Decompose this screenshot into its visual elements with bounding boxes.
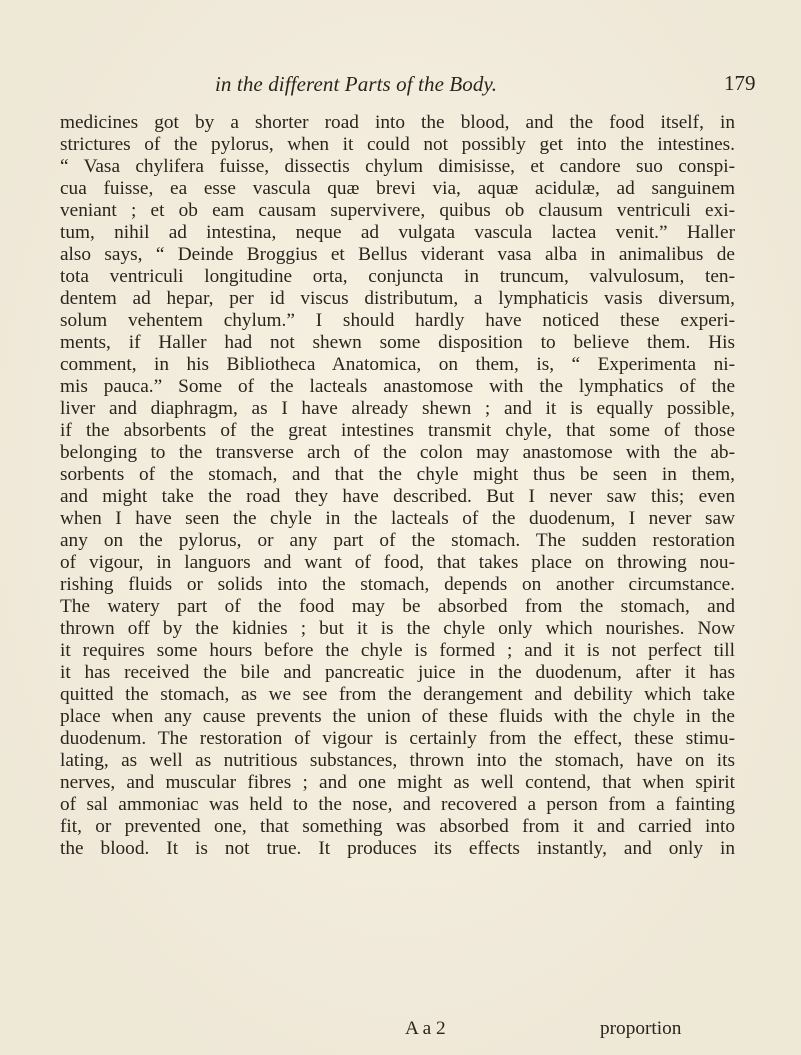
text-line-10: solum vehentem chylum.” I should hardly have noticed these experi- [60, 310, 735, 331]
text-line-20: any on the pylorus, or any part of the stomach. The sudden restoration [60, 530, 735, 551]
text-line-16: belonging to the transverse arch of the colon may anastomose with the ab- [60, 442, 735, 463]
text-line-18: and might take the road they have described. But I never saw this; even [60, 486, 735, 507]
text-line-17: sorbents of the stomach, and that the chyle might thus be seen in them, [60, 464, 735, 485]
catchline [0, 1018, 801, 1042]
text-line-1: medicines got by a shorter road into the blood, and the food itself, in [60, 112, 735, 133]
text-line-7: also says, “ Deinde Broggius et Bellus viderant vasa alba in animalibus de [60, 244, 735, 265]
text-line-11: ments, if Haller had not shewn some disposition to believe them. His [60, 332, 735, 353]
text-line-33: fit, or prevented one, that something was absorbed from it and carried into [60, 816, 735, 837]
running-title: in the different Parts of the Body. [215, 72, 498, 96]
body-text [60, 112, 735, 860]
text-line-15: if the absorbents of the great intestines transmit chyle, that some of those [60, 420, 735, 441]
page-number: 179 [724, 71, 756, 95]
text-line-2: strictures of the pylorus, when it could not possibly get into the intestines. [60, 134, 735, 155]
text-line-14: liver and diaphragm, as I have already shewn ; and it is equally possible, [60, 398, 735, 419]
text-line-5: veniant ; et ob eam causam supervivere, quibus ob clausum ventriculi exi- [60, 200, 735, 221]
text-line-21: of vigour, in languors and want of food, that takes place on throwing nou- [60, 552, 735, 573]
text-line-30: lating, as well as nutritious substances, thrown into the stomach, have on its [60, 750, 735, 771]
text-line-29: duodenum. The restoration of vigour is certainly from the effect, these stimu- [60, 728, 735, 749]
text-line-3: “ Vasa chylifera fuisse, dissectis chylum dimisisse, et candore suo conspi- [60, 156, 735, 177]
catchword: proportion [600, 1018, 682, 1039]
text-line-28: place when any cause prevents the union of these fluids with the chyle in the [60, 706, 735, 727]
text-line-24: thrown off by the kidnies ; but it is the chyle only which nourishes. Now [60, 618, 735, 639]
text-line-23: The watery part of the food may be absorbed from the stomach, and [60, 596, 735, 617]
text-line-26: it has received the bile and pancreatic juice in the duodenum, after it has [60, 662, 735, 683]
text-line-34: the blood. It is not true. It produces its effects instantly, and only in [60, 838, 735, 859]
text-line-8: tota ventriculi longitudine orta, conjuncta in truncum, valvulosum, ten- [60, 266, 735, 287]
text-line-13: mis pauca.” Some of the lacteals anastomose with the lymphatics of the [60, 376, 735, 397]
text-line-6: tum, nihil ad intestina, neque ad vulgata vascula lactea venit.” Haller [60, 222, 735, 243]
text-line-32: of sal ammoniac was held to the nose, and recovered a person from a fainting [60, 794, 735, 815]
text-line-25: it requires some hours before the chyle is formed ; and it is not perfect till [60, 640, 735, 661]
text-line-12: comment, in his Bibliotheca Anatomica, on them, is, “ Experimenta ni- [60, 354, 735, 375]
text-line-4: cua fuisse, ea esse vascula quæ brevi via, aquæ acidulæ, ad sanguinem [60, 178, 735, 199]
text-line-9: dentem ad hepar, per id viscus distributum, a lymphaticis vasis diversum, [60, 288, 735, 309]
text-line-19: when I have seen the chyle in the lacteals of the duodenum, I never saw [60, 508, 735, 529]
running-head [0, 70, 801, 100]
signature-mark: A a 2 [405, 1018, 446, 1039]
text-line-22: rishing fluids or solids into the stomach, depends on another circumstance. [60, 574, 735, 595]
text-line-27: quitted the stomach, as we see from the derangement and debility which take [60, 684, 735, 705]
text-line-31: nerves, and muscular fibres ; and one might as well contend, that when spirit [60, 772, 735, 793]
